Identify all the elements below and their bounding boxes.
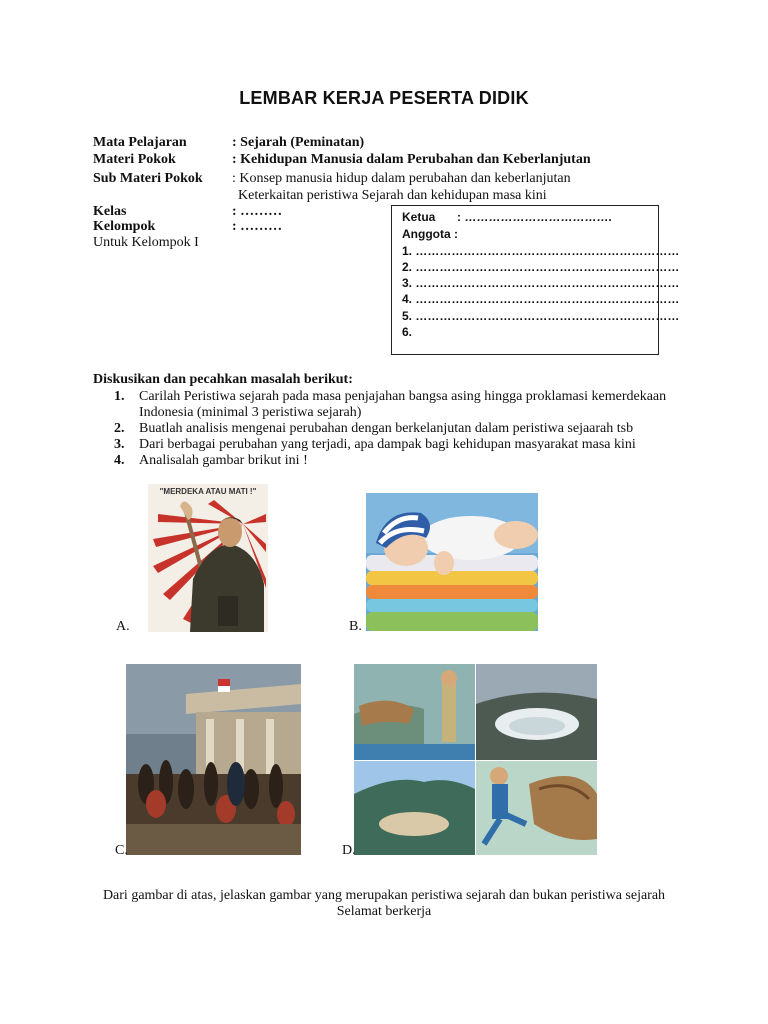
image-b-label: B. <box>349 619 362 634</box>
mapel-value: : Sejarah (Peminatan) <box>232 135 365 150</box>
image-d-label: D. <box>342 843 356 858</box>
sub-materi-value-2: Keterkaitan peristiwa Sejarah dan kehidupan masa kini <box>238 188 547 203</box>
image-b-baby <box>366 493 538 631</box>
member-line-2: 2. ………………………………………………………… <box>402 260 680 274</box>
question-text: Buatlah analisis mengenai perubahan dengan berkelanjutan dalam peristiwa sejaarah tsb <box>139 421 634 436</box>
question-item <box>114 389 674 421</box>
question-item <box>114 453 674 469</box>
legend-collage <box>354 664 597 855</box>
question-number: 3. <box>114 437 125 452</box>
untuk-kelompok: Untuk Kelompok I <box>93 235 199 250</box>
question-text: Carilah Peristiwa sejarah pada masa penjajahan bangsa asing hingga proklamasi kemerdekaan Indonesia (minimal 3 peristiwa sejarah) <box>139 389 667 420</box>
question-item <box>114 421 674 437</box>
question-text: Dari berbagai perubahan yang terjadi, apa dampak bagi kehidupan masyarakat masa kini <box>139 437 636 452</box>
ketua-label: Ketua <box>402 210 436 224</box>
question-number: 1. <box>114 389 125 404</box>
member-line-3: 3. ………………………………………………………… <box>402 276 680 290</box>
closing-instruction: Dari gambar di atas, jelaskan gambar yang merupakan peristiwa sejarah dan bukan peristiwa sejarah <box>102 888 666 903</box>
materi-label: Materi Pokok <box>93 152 176 167</box>
anggota-label: Anggota : <box>402 227 458 241</box>
questions-list <box>114 389 674 469</box>
questions-heading: Diskusikan dan pecahkan masalah berikut: <box>93 372 353 387</box>
baby-photo <box>366 493 538 631</box>
image-d-collage <box>354 664 597 855</box>
kelompok-label: Kelompok <box>93 219 156 234</box>
member-line-5: 5. ………………………………………………………… <box>402 309 680 323</box>
question-text: Analisalah gambar brikut ini ! <box>139 453 308 468</box>
mapel-label: Mata Pelajaran <box>93 135 187 150</box>
kelas-value: : ……… <box>232 204 283 219</box>
image-c-painting <box>126 664 301 855</box>
ketua-value: : ………………………………. <box>457 210 612 224</box>
sub-materi-label: Sub Materi Pokok <box>93 171 203 186</box>
kelompok-value: : ……… <box>232 219 283 234</box>
member-line-6: 6. <box>402 325 413 339</box>
question-number: 4. <box>114 453 125 468</box>
kelas-label: Kelas <box>93 204 127 219</box>
member-line-1: 1. ………………………………………………………… <box>402 244 680 258</box>
historical-painting <box>126 664 301 855</box>
image-a-label: A. <box>116 619 130 634</box>
member-line-4: 4. ………………………………………………………… <box>402 292 680 306</box>
group-members-box <box>391 205 680 355</box>
sub-materi-value-1: : Konsep manusia hidup dalam perubahan dan keberlanjutan <box>232 171 571 186</box>
closing-greeting: Selamat berkerja <box>336 904 432 919</box>
question-number: 2. <box>114 421 125 436</box>
poster-slogan: "MERDEKA ATAU MATI !" <box>159 487 257 496</box>
materi-value: : Kehidupan Manusia dalam Perubahan dan Keberlanjutan <box>232 152 591 167</box>
image-c-label: C. <box>115 843 128 858</box>
page-title: LEMBAR KERJA PESERTA DIDIK <box>239 88 529 108</box>
question-item <box>114 437 674 453</box>
image-a-poster <box>148 484 268 632</box>
poster-illustration <box>148 484 268 632</box>
